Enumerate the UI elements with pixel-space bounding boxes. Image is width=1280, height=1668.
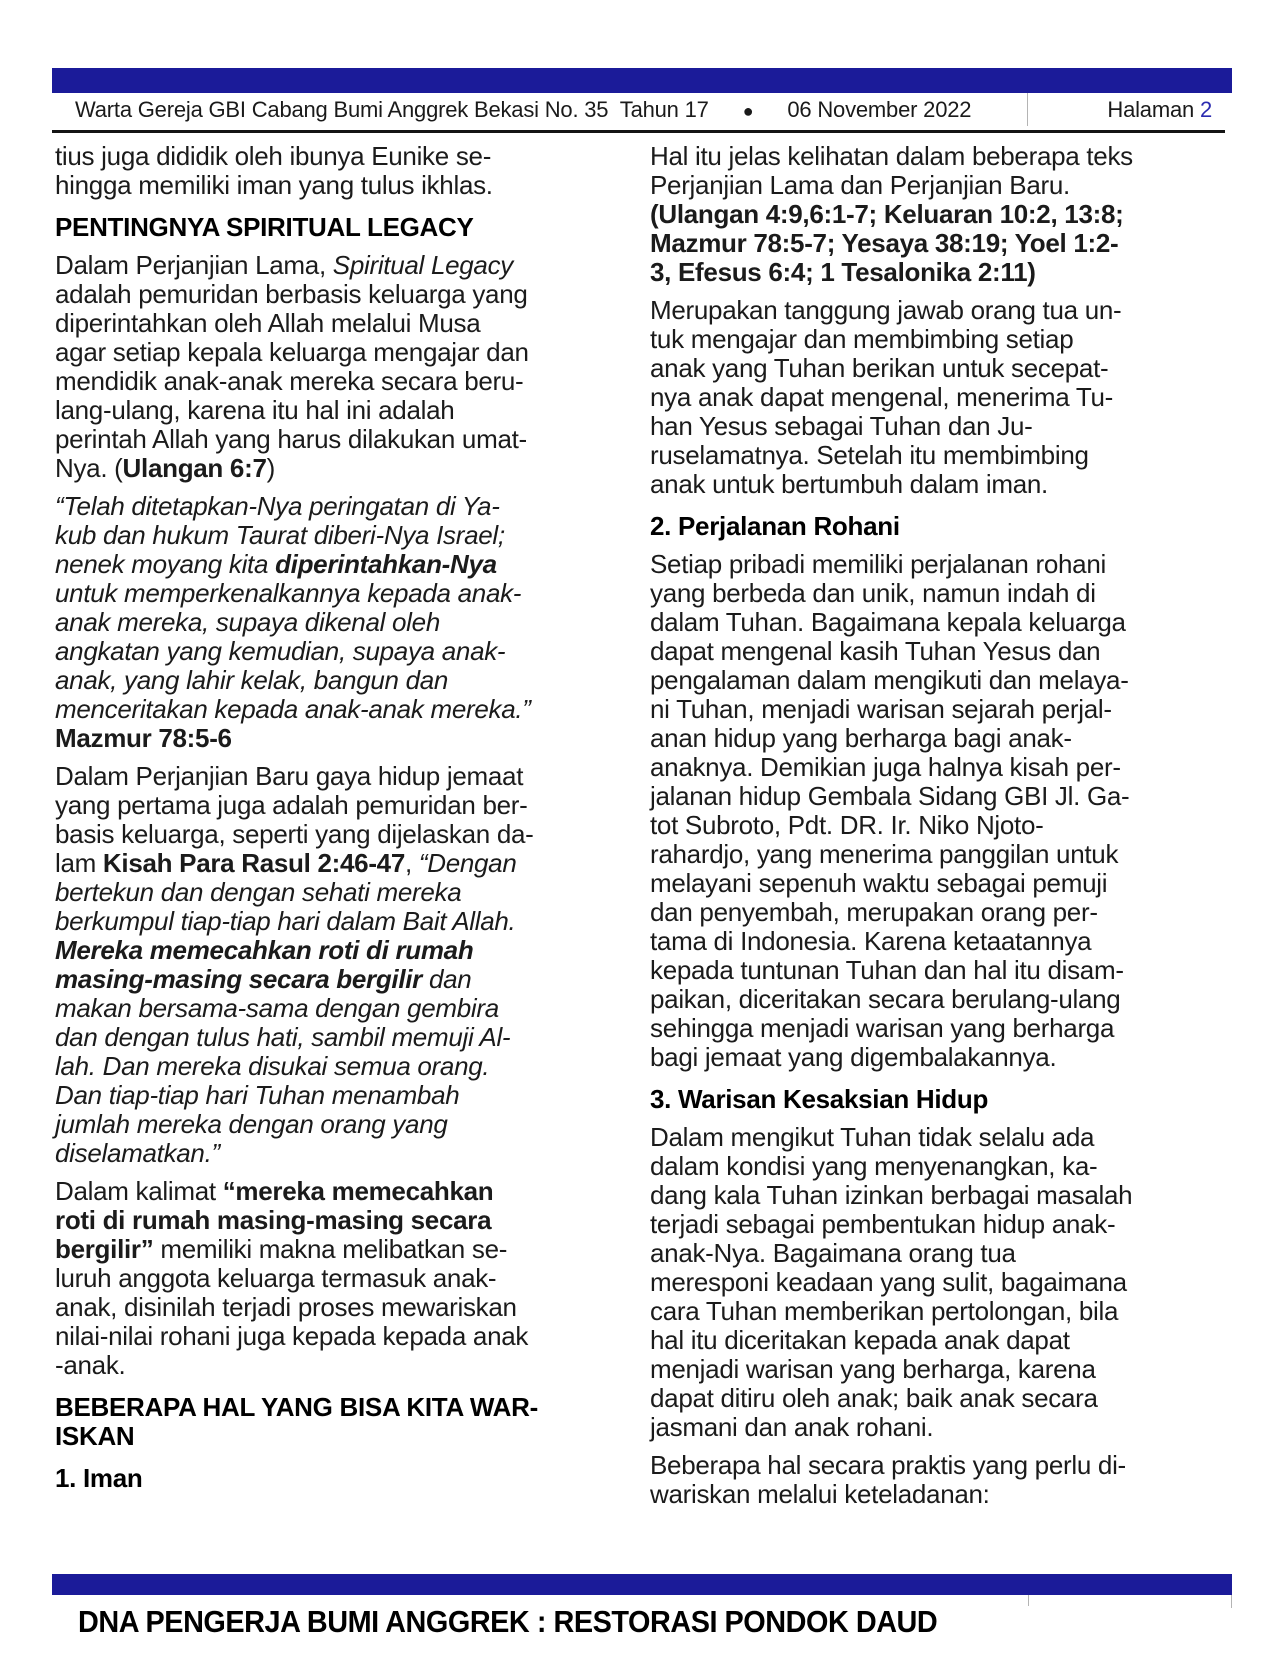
paragraph [55, 762, 612, 1168]
text-line: Dalam kalimat “mereka memecahkan [55, 1176, 494, 1206]
text-line: jalanan hidup Gembala Sidang GBI Jl. Ga- [650, 781, 1130, 811]
footer-accent-bar [52, 1574, 1232, 1595]
text-line: Dalam mengikut Tuhan tidak selalu ada [650, 1122, 1095, 1152]
text-line: anak, yang lahir kelak, bangun dan [55, 665, 449, 695]
paragraph [650, 1123, 1207, 1442]
text-line: bagi jemaat yang digembalakannya. [650, 1042, 1057, 1072]
text-line: yang pertama juga adalah pemuridan ber- [55, 790, 528, 820]
footer-motto: DNA PENGERJA BUMI ANGGREK : RESTORASI PONDOK DAUD [78, 1604, 938, 1639]
text-line: 1. Iman [55, 1463, 143, 1493]
text-line: pengalaman dalam mengikuti dan melaya- [650, 665, 1129, 695]
section-heading [650, 512, 1207, 541]
text-line: luruh anggota keluarga termasuk anak- [55, 1263, 497, 1293]
text-line: PENTINGNYA SPIRITUAL LEGACY [55, 212, 474, 242]
text-line: dan dengan tulus hati, sambil memuji Al- [55, 1022, 511, 1052]
text-line: dapat ditiru oleh anak; baik anak secara [650, 1383, 1098, 1413]
text-line: makan bersama-sama dengan gembira [55, 993, 499, 1023]
text-line: (Ulangan 4:9,6:1-7; Keluaran 10:2, 13:8; [650, 199, 1124, 229]
text-line: masing-masing secara bergilir dan [55, 964, 472, 994]
paragraph [650, 1451, 1207, 1509]
paragraph [55, 492, 612, 753]
text-line: Merupakan tanggung jawab orang tua un- [650, 295, 1122, 325]
text-line: lah. Dan mereka disukai semua orang. [55, 1051, 490, 1081]
text-line: anak yang Tuhan berikan untuk secepat- [650, 353, 1109, 383]
paragraph [55, 1177, 612, 1380]
text-line: terjadi sebagai pembentukan hidup anak- [650, 1209, 1116, 1239]
text-line: 2. Perjalanan Rohani [650, 511, 900, 541]
text-line: angkatan yang kemudian, supaya anak- [55, 636, 506, 666]
section-heading [55, 1393, 612, 1451]
text-line: meresponi keadaan yang sulit, bagaimana [650, 1267, 1127, 1297]
text-line: anaknya. Demikian juga halnya kisah per- [650, 752, 1121, 782]
text-line: yang berbeda dan unik, namun indah di [650, 578, 1096, 608]
text-line: han Yesus sebagai Tuhan dan Ju- [650, 411, 1033, 441]
paragraph [650, 296, 1207, 499]
text-line: bergilir” memiliki makna melibatkan se- [55, 1234, 508, 1264]
paragraph [650, 142, 1207, 287]
column-left [55, 142, 612, 1493]
text-line: Dan tiap-tiap hari Tuhan menambah [55, 1080, 460, 1110]
text-line: Setiap pribadi memiliki perjalanan rohani [650, 549, 1106, 579]
bullet-separator-icon: ● [742, 101, 754, 121]
header-rule [52, 130, 1225, 133]
text-line: anak untuk bertumbuh dalam iman. [650, 469, 1048, 499]
text-line: untuk memperkenalkannya kepada anak- [55, 578, 522, 608]
text-line: menceritakan kepada anak-anak mereka.” [55, 694, 531, 724]
paragraph [650, 550, 1207, 1072]
text-line: menjadi warisan yang berharga, karena [650, 1354, 1096, 1384]
section-heading [55, 1464, 612, 1493]
text-line: Mazmur 78:5-7; Yesaya 38:19; Yoel 1:2- [650, 228, 1119, 258]
text-line: anak-Nya. Bagaimana orang tua [650, 1238, 1016, 1268]
text-line: dan penyembah, merupakan orang per- [650, 897, 1098, 927]
text-line: diperintahkan oleh Allah melalui Musa [55, 308, 481, 338]
text-line: kub dan hukum Taurat diberi-Nya Israel; [55, 520, 505, 550]
text-line: ruselamatnya. Setelah itu membimbing [650, 440, 1089, 470]
header-divider-line [1027, 93, 1028, 126]
text-line: dalam Tuhan. Bagaimana kepala keluarga [650, 607, 1126, 637]
text-line: adalah pemuridan berbasis keluarga yang [55, 279, 528, 309]
text-line: kepada tuntunan Tuhan dan hal itu disam- [650, 955, 1124, 985]
footer-divider-line [1231, 1595, 1232, 1608]
bulletin-title: Warta Gereja GBI Cabang Bumi Anggrek Bekasi No. 35 Tahun 17 [75, 97, 709, 122]
text-line: hingga memiliki iman yang tulus ikhlas. [55, 170, 493, 200]
text-line: mendidik anak-anak mereka secara beru- [55, 366, 524, 396]
text-line: tot Subroto, Pdt. DR. Ir. Niko Njoto- [650, 810, 1044, 840]
section-heading [55, 213, 612, 242]
text-line: Mereka memecahkan roti di rumah [55, 935, 474, 965]
text-line: berkumpul tiap-tiap hari dalam Bait Allah. [55, 906, 516, 936]
text-line: -anak. [55, 1350, 126, 1380]
text-line: tama di Indonesia. Karena ketaatannya [650, 926, 1092, 956]
text-line: jasmani dan anak rohani. [650, 1412, 934, 1442]
text-line: BEBERAPA HAL YANG BISA KITA WAR- [55, 1392, 538, 1422]
text-line: hal itu diceritakan kepada anak dapat [650, 1325, 1070, 1355]
text-line: dang kala Tuhan izinkan berbagai masalah [650, 1180, 1133, 1210]
text-line: melayani sepenuh waktu sebagai pemuji [650, 868, 1108, 898]
text-line: dapat mengenal kasih Tuhan Yesus dan [650, 636, 1101, 666]
header-accent-bar [52, 68, 1232, 93]
text-line: dalam kondisi yang menyenangkan, ka- [650, 1151, 1098, 1181]
paragraph [55, 251, 612, 483]
text-line: diselamatkan.” [55, 1138, 220, 1168]
text-line: rahardjo, yang menerima panggilan untuk [650, 839, 1119, 869]
text-line: anak mereka, supaya dikenal oleh [55, 607, 440, 637]
footer-divider-line [1028, 1595, 1029, 1606]
text-line: Nya. (Ulangan 6:7) [55, 453, 275, 483]
text-line: sehingga menjadi warisan yang berharga [650, 1013, 1115, 1043]
text-line: “Telah ditetapkan-Nya peringatan di Ya- [55, 491, 500, 521]
text-line: anan hidup yang berharga bagi anak- [650, 723, 1072, 753]
text-line: anak, disinilah terjadi proses mewariskan [55, 1292, 517, 1322]
text-line: lam Kisah Para Rasul 2:46-47, “Dengan [55, 848, 517, 878]
text-line: cara Tuhan memberikan pertolongan, bila [650, 1296, 1119, 1326]
text-line: tius juga dididik oleh ibunya Eunike se- [55, 141, 492, 171]
text-line: Dalam Perjanjian Baru gaya hidup jemaat [55, 761, 524, 791]
page-header [52, 97, 1232, 125]
section-heading [650, 1085, 1207, 1114]
text-line: basis keluarga, seperti yang dijelaskan da- [55, 819, 534, 849]
text-line: ISKAN [55, 1421, 135, 1451]
text-line: Beberapa hal secara praktis yang perlu di- [650, 1450, 1126, 1480]
text-line: Mazmur 78:5-6 [55, 723, 232, 753]
text-line: tuk mengajar dan membimbing setiap [650, 324, 1074, 354]
column-right [650, 142, 1207, 1509]
text-line: nenek moyang kita diperintahkan-Nya [55, 549, 497, 579]
text-line: 3. Warisan Kesaksian Hidup [650, 1084, 989, 1114]
text-line: Perjanjian Lama dan Perjanjian Baru. [650, 170, 1070, 200]
text-line: roti di rumah masing-masing secara [55, 1205, 492, 1235]
text-line: 3, Efesus 6:4; 1 Tesalonika 2:11) [650, 257, 1036, 287]
text-line: Dalam Perjanjian Lama, Spiritual Legacy [55, 250, 513, 280]
text-line: paikan, diceritakan secara berulang-ulang [650, 984, 1121, 1014]
text-line: nilai-nilai rohani juga kepada kepada anak [55, 1321, 529, 1351]
text-line: Hal itu jelas kelihatan dalam beberapa teks [650, 141, 1133, 171]
text-line: ni Tuhan, menjadi warisan sejarah perjal- [650, 694, 1112, 724]
page-number: 2 [1199, 97, 1212, 122]
text-line: wariskan melalui keteladanan: [650, 1479, 990, 1509]
issue-date: 06 November 2022 [787, 97, 972, 122]
page-number-label [1107, 97, 1212, 123]
text-line: lang-ulang, karena itu hal ini adalah [55, 395, 455, 425]
text-line: perintah Allah yang harus dilakukan umat- [55, 424, 527, 454]
text-line: jumlah mereka dengan orang yang [55, 1109, 448, 1139]
text-line: agar setiap kepala keluarga mengajar dan [55, 337, 529, 367]
text-line: nya anak dapat mengenal, menerima Tu- [650, 382, 1113, 412]
paragraph [55, 142, 612, 200]
text-line: bertekun dan dengan sehati mereka [55, 877, 462, 907]
page-label: Halaman [1107, 97, 1200, 122]
